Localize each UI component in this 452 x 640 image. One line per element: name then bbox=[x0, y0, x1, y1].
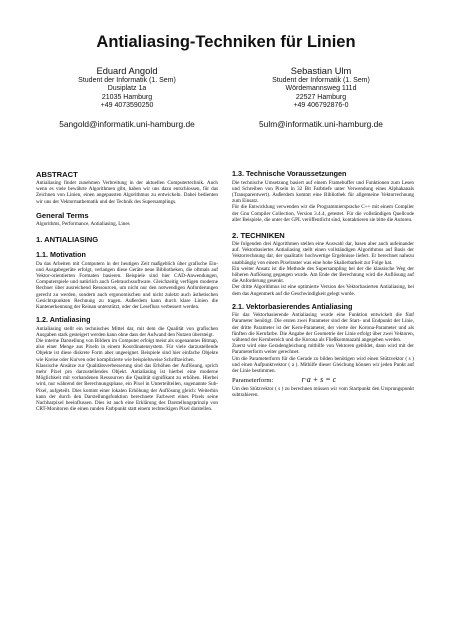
section-2-1-heading: 2.1. Vektorbasierendes Antialiasing bbox=[232, 301, 353, 311]
section-2-heading: 2. TECHNIKEN bbox=[232, 230, 285, 240]
section-1-2-paragraph: Klassische Ansätze zur Qualitätsverbesserung sind das Erhöhen der Auflösung, sprich mehr Pixel pro darzustellendes Objekt. Antialiasing ist hierbei eine moderne Möglichkeit mit vorhandenen Ressourcen die Qualität signifikant zu erhöhen. Hierbei wird, nur während der Berechnungsphase, ein Pixel in Unterteilteilen, sogenannte Sub-Pixel, aufgeteilt. Dies kommt einer lokalen Erhöhung der Auflösung gleich: Weiterhin kann der durch den Darstellungsfunktion berechnete Farbwert eines Pixels seine Nachbarpixel beeinflussen. Dies ist auch eine Erklärung des Darstellungsprinzip von CRT-Monitoren die einen runden Farbpunkt statt einem rechteckigen Pixel darstellen. bbox=[36, 362, 218, 413]
parameter-formula bbox=[232, 375, 414, 385]
section-1-heading: 1. ANTIALIASING bbox=[36, 235, 99, 245]
general-terms-heading: General Terms bbox=[36, 210, 89, 220]
author-role: Student der Informatik (1. Sem) bbox=[78, 77, 176, 84]
author-street: Wördemannsweg 111d bbox=[285, 85, 357, 93]
author-email: 5ulm@informatik.uni-hamburg.de bbox=[259, 118, 383, 129]
author-city: 21035 Hamburg bbox=[101, 93, 153, 101]
formula-label: Parameterform: bbox=[232, 377, 274, 385]
section-2-paragraph: Die folgenden drei Algorithmen stellen eine Auswahl dar, basen aber auch aufeinander auf. Vektorbasiertes Antialiasing stellt einen vollständigen Algorithmus auf Basis der Vektorrechnung dar, der qualitativ hochwertige Ergebnisse liefert. Er berechnet nahezu unabhängig von einem Pixelraster was eine hohe Skalierbarkeit zur Folge hat. bbox=[232, 240, 414, 266]
author-role: Student der Informatik (1. Sem) bbox=[272, 77, 370, 84]
author-name: Eduard Angold bbox=[96, 66, 158, 76]
author-street: Dusiplatz 1a bbox=[107, 85, 147, 93]
general-terms-text: Algorithms, Performance, Antialiasing, Lines bbox=[36, 220, 130, 227]
section-1-3-heading: 1.3. Technische Voraussetzungen bbox=[232, 169, 347, 178]
author-email: 5angold@informatik.uni-hamburg.de bbox=[59, 118, 195, 129]
author-city: 22527 Hamburg bbox=[295, 93, 347, 101]
author-block-2 bbox=[226, 66, 416, 128]
section-2-1-paragraph: Um die Parameterform für die Gerade zu bilden benötigen wird einen Stützvektor ( s ) und einen Aufpunktvektor ( a ). Mithilfe dieser Gleichung können wir jeden Punkt auf der Linie bestimmen. bbox=[232, 355, 414, 375]
section-1-3-paragraph: Für die Entwicklung verwenden wir die Programmiersprache C++ mit einem Compiler der Gnu Compiler Collection, Version 3.4.4, getestet. Für die vollständigen Quellcode aller Beispiele, die unter der GPL veröffentlicht sind, kontaktieren sie bitte die Autoren. bbox=[232, 204, 414, 223]
section-1-2-heading: 1.2. Antialiasing bbox=[36, 315, 91, 325]
formula-equation: r·a + s = c bbox=[301, 375, 337, 385]
section-2-1-paragraph: Zuerst wird eine Geradengleichung mithilfe von Vektoren gebildet, dann wird mit der Parameterform weiter gerechnet. bbox=[232, 343, 414, 356]
author-name: Sebastian Ulm bbox=[290, 66, 352, 76]
section-2-paragraph: Der dritte Algorithmus ist eine optimierte Version des Vektorbasierten Antialiasing, bei dem das Augenmerk auf die Geschwindigkeit gelegt wurde. bbox=[232, 284, 414, 297]
abstract-text: Antialiasing findet zunehmen Verbreitung in der aktuellen Computertechnik. Auch wenn es viele bewährte Algorithmen gibt, haben wir uns dazu entschlossen, für das Zeichnen von Linien, einen angepassten Algorithmus zu entwickeln. Dabei bedienten wir uns der Vektormathematik und der Technik des Supersamplings. bbox=[36, 180, 218, 205]
section-1-2-paragraph: Die interne Darstellung von Bildern im Computer erfolgt meist als sogenanntes Bitmap, also einer Menge aus Pixeln in einem Koordinatensystem. Für viele darzustellende Objekte ist diese diskrete Form aber ungeeignet. Beispiele sind hier einfache Objekte wie Kreise oder Kurven oder komplizierte wie beispielsweise Schriftzeichen. bbox=[36, 338, 218, 363]
author-phone: +49 406792876-0 bbox=[293, 102, 349, 110]
section-1-1-heading: 1.1. Motivation bbox=[36, 250, 86, 260]
author-phone: +49 4073590250 bbox=[100, 102, 154, 110]
author-block-1 bbox=[32, 66, 222, 128]
right-column bbox=[232, 170, 414, 399]
section-1-1-text: Da das Arbeiten mit Computern in der heutigen Zeit maßgeblich über grafische Ein- und Ausgabegeräte erfolgt, verlangen diese Geräte neue Bibliotheken, die oftmals auf Vektor-orientierten Formaten basieren. Beispiele sind hier CAD-Anwendungen, Computerspiele und natürlich auch Gebrauchssoftware. Gleichzeitig verfügen moderne Rechner über ausreichend Ressourcen, um nicht nur den notwendigen Anforderungen gerecht zu werden, sondern auch ergonomischen und nicht zuletzt auch ästhetischen Gesichtspunkten Rechnung zu tragen. Außerdem kann durch klare Linien die Kantenerkennung der Reinan unterstützt, oder der Lesefluss verbessert werden. bbox=[36, 260, 218, 310]
abstract-heading: ABSTRACT bbox=[36, 170, 78, 179]
paper-title: Antialiasing-Techniken für Linien bbox=[96, 33, 356, 51]
section-1-2-paragraph: Antialiasing stellt ein technisches Mittel dar, mit dem die Qualität von grafischen Ausgaben stark gesteigert werden kann ohne dass der Aufwand den Nutzen übersteigt. bbox=[36, 325, 218, 338]
section-2-paragraph: Ein weiter Ansatz ist die Methode des Supersampling bei der die klassische Weg der höheren Auflösung gegangen wurde. Am Ende der Berechnung wird die Auflösung auf die Anforderung gesenkt. bbox=[232, 265, 414, 285]
left-column bbox=[36, 170, 218, 412]
section-1-3-paragraph: Die technische Umsetzung basiert auf einem Framebuffer und Funktionen zum Lesen und Schreiben von Pixeln in 32 Bit Farbtiefe unter Verwendung eines Alphakanals (Transparentwert). Außerdem kommt eine Bibliothek für allgemeine Vektorrechnung zum Einsatz. bbox=[232, 179, 414, 205]
section-2-1-paragraph: Um den Stützvektor ( s ) zu berechnen müssen wir vom Startpunkt den Ursprungspunkt subtrahieren. bbox=[232, 386, 414, 399]
section-2-1-paragraph: Für das Vektorbasierende Antialiasing wurde eine Funktion entwickelt die fünf Parameter benötigt. Die ersten zwei Parameter sind der Start- und Endpunkt der Linie, der dritte Parameter ist der Kern-Parameter, der vierte der Korona-Parameter und als fünften die Kernfarbe. Die Angabe der Geometrie der Linie erfolgt über zwei Vektoren, während der Kernbereich und die Korona als Fließkommazahl angegeben werden. bbox=[232, 312, 414, 344]
